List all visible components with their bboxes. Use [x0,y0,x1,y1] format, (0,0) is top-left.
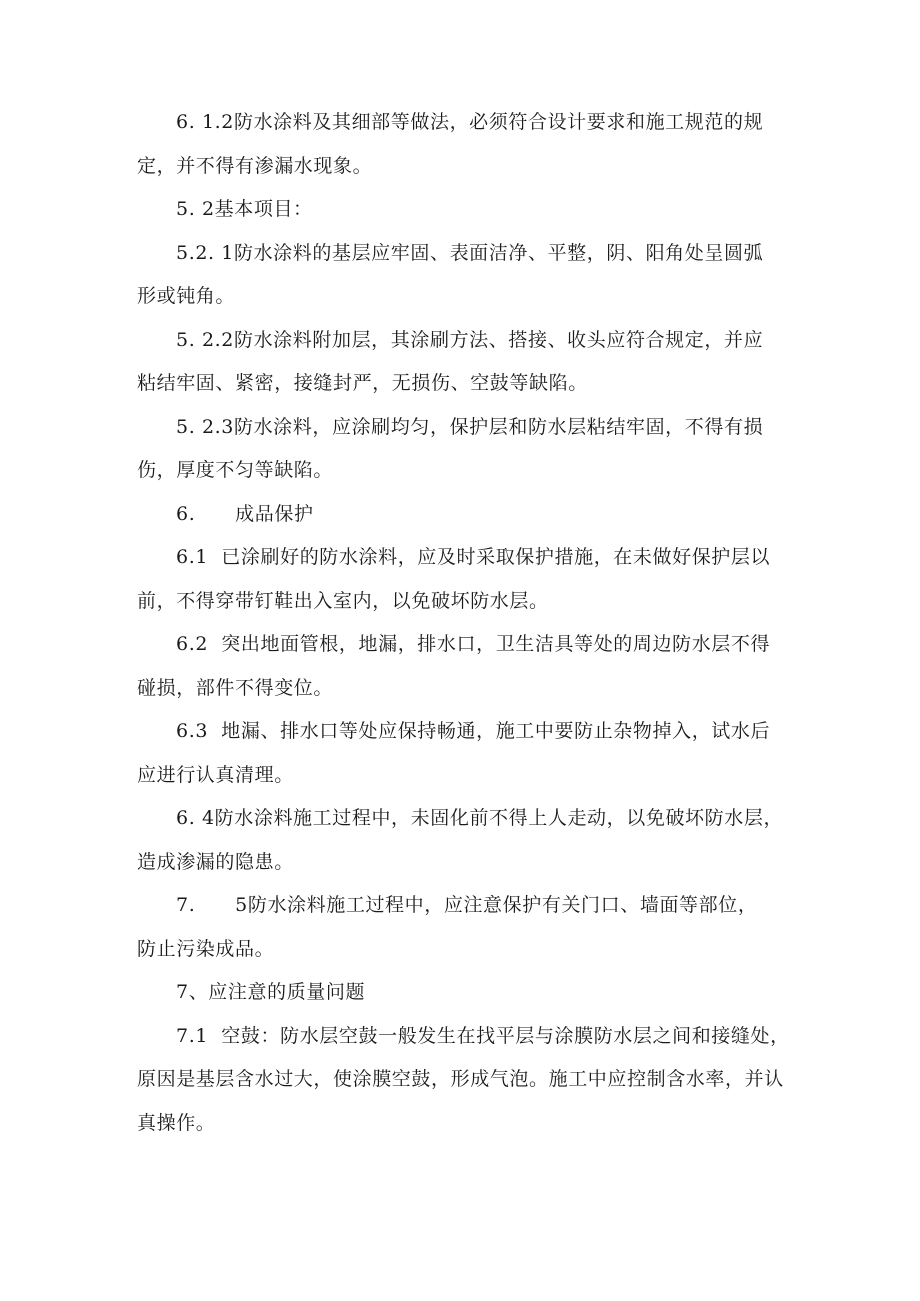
text-line: 6.1 已涂刷好的防水涂料，应及时采取保护措施，在未做好保护层以 [176,546,771,568]
text-line: 5. 2.2防水涂料附加层，其涂刷方法、搭接、收头应符合规定，并应 [176,328,764,351]
text-line: 6.2 突出地面管根，地漏，排水口，卫生洁具等处的周边防水层不得 [176,633,771,655]
text-line: 7.1 空鼓：防水层空鼓一般发生在找平层与涂膜防水层之间和接缝处， [176,1024,790,1047]
text-line: 粘结牢固、紧密，接缝封严，无损伤、空鼓等缺陷。 [137,372,588,394]
text-line: 碰损，部件不得变位。 [137,676,334,699]
text-line: 6. 4防水涂料施工过程中，未固化前不得上人走动，以免破坏防水层， [176,807,784,829]
text-line: 防止污染成品。 [137,937,275,960]
text-line: 真操作。 [137,1111,216,1134]
text-line: 伤，厚度不匀等缺陷。 [137,459,334,481]
text-line: 造成渗漏的隐患。 [137,850,294,873]
text-line: 7. 5防水涂料施工过程中，应注意保护有关门口、墙面等部位， [176,894,758,916]
section-heading: 7、应注意的质量问题 [176,981,366,1003]
text-line: 5. 2.3防水涂料，应涂刷均匀，保护层和防水层粘结牢固，不得有损 [176,415,764,438]
text-line: 6.3 地漏、排水口等处应保持畅通，施工中要防止杂物掉入，试水后 [176,720,771,742]
document-body [137,101,797,1145]
text-line: 形或钝角。 [137,285,236,307]
text-line: 5.2. 1防水涂料的基层应牢固、表面洁净、平整，阴、阳角处呈圆弧 [176,241,764,264]
section-heading: 5. 2基本项目： [176,198,313,220]
text-line: 原因是基层含水过大，使涂膜空鼓，形成气泡。施工中应控制含水率，并认 [137,1068,784,1090]
text-line: 定，并不得有渗漏水现象。 [137,154,373,177]
section-heading: 6. 成品保护 [176,502,314,525]
text-line: 应进行认真清理。 [137,763,294,786]
text-line: 6. 1.2防水涂料及其细部等做法，必须符合设计要求和施工规范的规 [176,111,764,133]
text-line: 前，不得穿带钉鞋出入室内，以免破坏防水层。 [137,589,549,612]
